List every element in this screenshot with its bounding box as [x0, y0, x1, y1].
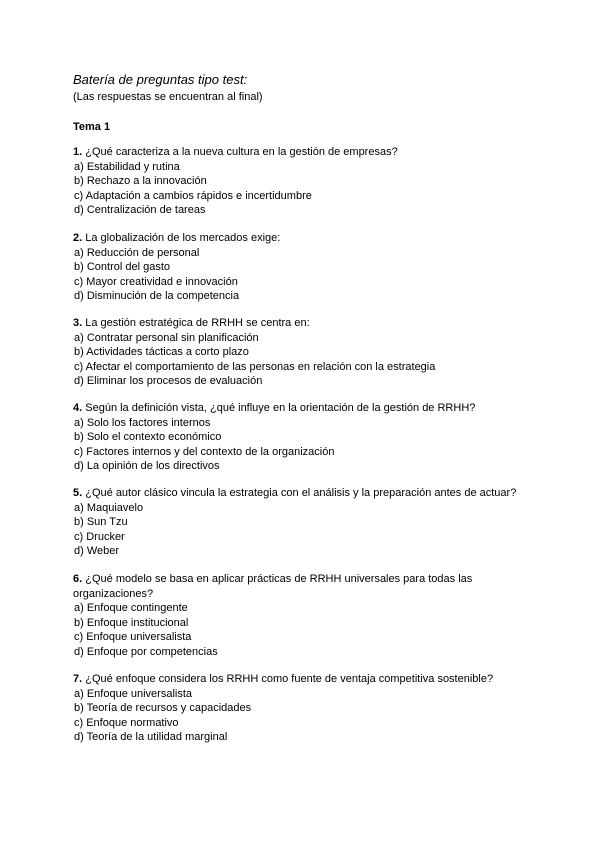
question-number: 5. [73, 487, 83, 499]
option-d: d) Teoría de la utilidad marginal [74, 731, 228, 744]
question-number: 7. [73, 673, 83, 685]
option-d: d) Weber [74, 545, 120, 558]
question-block [73, 231, 543, 304]
option-d: d) Enfoque por competencias [74, 645, 218, 658]
question-number: 6. [73, 573, 83, 585]
question-block [73, 145, 543, 218]
question-block [73, 316, 543, 389]
question-block [73, 572, 543, 660]
option-b: b) Rechazo a la innovación [74, 175, 207, 188]
option-b: b) Teoría de recursos y capacidades [74, 702, 252, 715]
question-text: 4. Según la definición vista, ¿qué influye en la orientación de la gestión de RRHH? [73, 402, 476, 414]
option-a: a) Contratar personal sin planificación [74, 331, 259, 344]
question-text: 5. ¿Qué autor clásico vincula la estrategia con el análisis y la preparación antes de actuar? [73, 487, 517, 499]
option-b: b) Control del gasto [74, 261, 170, 274]
option-b: b) Sun Tzu [74, 516, 128, 529]
question-number: 2. [73, 232, 83, 244]
option-c: c) Drucker [74, 530, 125, 543]
question-text: 6. ¿Qué modelo se basa en aplicar prácticas de RRHH universales para todas las organizaciones? [73, 573, 473, 600]
question-number: 3. [73, 317, 83, 329]
option-b: b) Solo el contexto económico [74, 431, 222, 444]
option-c: c) Enfoque normativo [74, 716, 179, 729]
section-heading: Tema 1 [73, 121, 111, 133]
option-a: a) Enfoque contingente [74, 602, 188, 615]
option-b: b) Actividades tácticas a corto plazo [74, 346, 249, 359]
option-a: a) Enfoque universalista [74, 687, 193, 700]
option-c: c) Adaptación a cambios rápidos e incertidumbre [74, 189, 312, 202]
document-title: Batería de preguntas tipo test: [73, 72, 248, 87]
question-block [73, 486, 543, 559]
document-subtitle: (Las respuestas se encuentran al final) [73, 91, 263, 103]
question-text: 3. La gestión estratégica de RRHH se centra en: [73, 317, 310, 329]
option-c: c) Mayor creatividad e innovación [74, 275, 238, 288]
option-d: d) Eliminar los procesos de evaluación [74, 375, 263, 388]
question-text: 7. ¿Qué enfoque considera los RRHH como fuente de ventaja competitiva sostenible? [73, 673, 494, 685]
option-c: c) Factores internos y del contexto de la organización [74, 445, 335, 458]
question-number: 4. [73, 402, 83, 414]
question-block [73, 672, 543, 745]
question-text: 1. ¿Qué caracteriza a la nueva cultura en la gestión de empresas? [73, 146, 398, 158]
option-d: d) Centralización de tareas [74, 204, 206, 217]
option-a: a) Reducción de personal [74, 246, 200, 259]
option-c: c) Enfoque universalista [74, 631, 192, 644]
question-block [73, 401, 543, 474]
option-b: b) Enfoque institucional [74, 616, 189, 629]
option-a: a) Estabilidad y rutina [74, 160, 180, 173]
option-c: c) Afectar el comportamiento de las personas en relación con la estrategia [74, 360, 436, 373]
option-a: a) Solo los factores internos [74, 416, 211, 429]
question-number: 1. [73, 146, 83, 158]
option-d: d) Disminución de la competencia [74, 290, 240, 303]
question-text: 2. La globalización de los mercados exige: [73, 232, 281, 244]
option-d: d) La opinión de los directivos [74, 460, 220, 473]
option-a: a) Maquiavelo [74, 501, 144, 514]
